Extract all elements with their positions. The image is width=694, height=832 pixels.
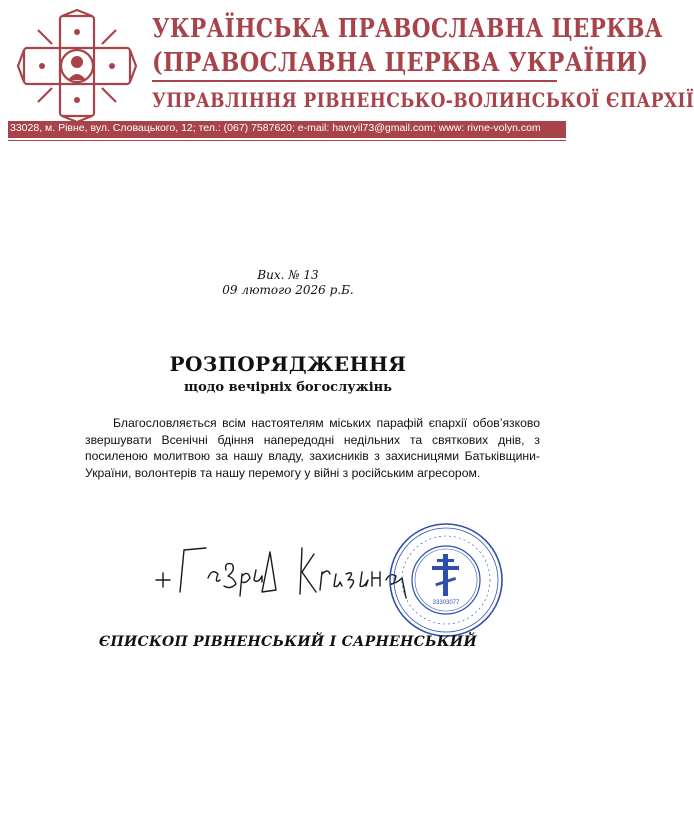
document-date: 09 лютого 2026 р.Б. xyxy=(222,283,354,297)
letterhead xyxy=(0,0,694,150)
document-body: Благословляється всім настоятелям міських парафій єпархії обов’язково звершувати Всенічні бдіння напередодні недільних та святкових днів, з посиленою молитвою за нашу владу, захисників з захисницями Батьківщини-України, волонтерів та нашу перемогу у війні з російським агресором. xyxy=(85,416,540,480)
address-text: 33028, м. Рівне, вул. Словацького, 12; тел.: (067) 7587620; e-mail: havryil73@gmail.com; www: rivne-volyn.com xyxy=(10,122,541,134)
letterhead-bottom-rule xyxy=(8,140,566,141)
signer-title: ЄПИСКОП РІВНЕНСЬКИЙ І САРНЕНСЬКИЙ xyxy=(99,634,477,650)
outgoing-number: Вих. № 13 xyxy=(257,268,319,282)
letterhead-title-line1: УКРАЇНСЬКА ПРАВОСЛАВНА ЦЕРКВА xyxy=(152,14,663,44)
document-subtitle: щодо вечірніх богослужінь xyxy=(184,380,392,395)
handwritten-signature xyxy=(150,540,410,610)
document-title: РОЗПОРЯДЖЕННЯ xyxy=(169,352,407,376)
letterhead-title-line2: (ПРАВОСЛАВНА ЦЕРКВА УКРАЇНИ) xyxy=(152,48,649,78)
letterhead-title-line3: УПРАВЛІННЯ РІВНЕНСЬКО-ВОЛИНСЬКОЇ ЄПАРХІЇ xyxy=(152,88,694,112)
letterhead-divider xyxy=(152,80,557,82)
diocese-seal-icon xyxy=(388,522,504,638)
seal-code: 33303077 xyxy=(432,600,460,606)
orthodox-cross-emblem-icon xyxy=(18,10,136,122)
